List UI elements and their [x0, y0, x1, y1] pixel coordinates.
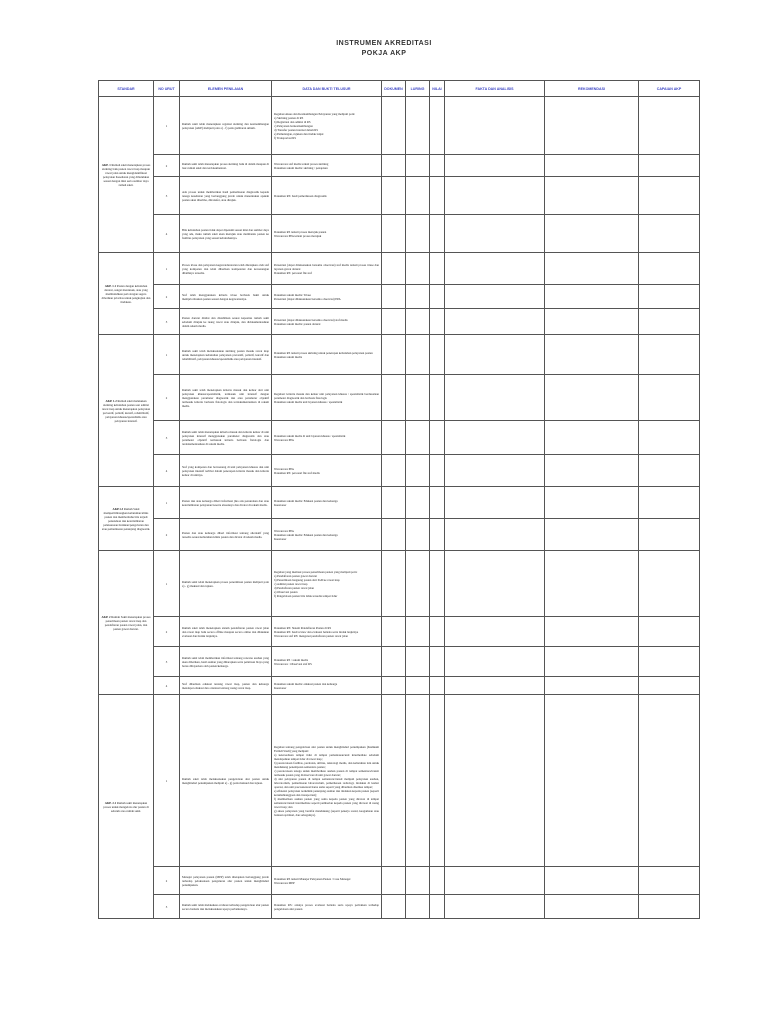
analysis-cell[interactable] — [445, 617, 545, 647]
row-number: 1 — [154, 487, 180, 519]
assessment-element: Rumah sakit telah menetapkan kriteria masuk dan keluar dari unit pelayanan khusus/spesialistik, termasuk unit intensif dengan menggunakan parameter diagnostik dan atau parameter objektif termasuk kriteria berbasis fisiologis dan terdokumentasikan di rekam medis. — [180, 375, 272, 421]
standard-cell — [99, 487, 154, 551]
evidence-line: f) Pengelolaan pasien bila tidak tersedia tempat tidur — [274, 593, 338, 598]
evidence-line: Dokumen RS: adanya proses evaluasi berkala serta upaya perbaikan terhadap pengelolaan alur pasien — [274, 902, 379, 911]
evidence-line: a) Skrining pasien di RS — [274, 115, 304, 120]
evidence-line: Dokumen RS: personel file staf — [274, 270, 312, 275]
evidence-line: Dokumen RS terkait proses merujuk pasien — [274, 229, 327, 234]
standard-text: Rumah Sakit mempertimbangkan kebutuhan klinis pasien dan memberitahu bila terjadi penundaan dan keterlambatan pelaksanaan tindakan/pengobatan dan atau pemeriksaan penunjang diagnostik. — [101, 506, 151, 531]
document-cell[interactable] — [382, 677, 406, 695]
evidence-data — [272, 455, 382, 487]
column-header: DATA DAN BUKTI TELUSUR — [272, 81, 382, 97]
evidence-line: Wawancara PPA — [274, 437, 294, 442]
achievement-cell[interactable] — [639, 487, 700, 519]
assessment-element: Rumah sakit telah menetapkan sistem pendaftaran pasien rawat jalan dan rawat inap baik secara offline maupun secara online dan dilakukan evaluasi dan tindak lanjutnya. — [180, 617, 272, 647]
table-row — [99, 551, 700, 617]
score-cell[interactable] — [430, 867, 445, 895]
luring-cell[interactable] — [406, 519, 430, 551]
evidence-line: e) efisiensi pelayanan nonklinik penunjang asuhan dan tindakan kepada pasien (seperti kerumahtanggaan dan transportasi); — [274, 788, 379, 797]
document-cell[interactable] — [382, 155, 406, 177]
assessment-element: Rumah sakit telah menetapkan proses skrining baik di dalam maupun di luar rumah sakit dan terdokumentasi. — [180, 155, 272, 177]
score-cell[interactable] — [430, 487, 445, 519]
recommendation-cell[interactable] — [545, 677, 639, 695]
score-cell[interactable] — [430, 519, 445, 551]
document-cell[interactable] — [382, 97, 406, 155]
table-row — [99, 309, 700, 335]
analysis-cell[interactable] — [445, 677, 545, 695]
score-cell[interactable] — [430, 97, 445, 155]
luring-cell[interactable] — [406, 695, 430, 867]
row-number: 1 — [154, 97, 180, 155]
table-row — [99, 519, 700, 551]
evidence-data — [272, 487, 382, 519]
evidence-data — [272, 215, 382, 253]
recommendation-cell[interactable] — [545, 519, 639, 551]
achievement-cell[interactable] — [639, 335, 700, 375]
table-row — [99, 867, 700, 895]
evidence-line: Wawancara PPA terkait proses merujuk — [274, 233, 322, 238]
table-row — [99, 421, 700, 455]
row-number: 3 — [154, 647, 180, 677]
evidence-data — [272, 421, 382, 455]
recommendation-cell[interactable] — [545, 695, 639, 867]
luring-cell[interactable] — [406, 487, 430, 519]
evidence-data — [272, 177, 382, 215]
score-cell[interactable] — [430, 455, 445, 487]
evidence-line: Wawancara PPA — [274, 466, 294, 471]
recommendation-cell[interactable] — [545, 177, 639, 215]
achievement-cell[interactable] — [639, 309, 700, 335]
standard-code: AKP. 2.1 — [104, 800, 117, 805]
assessment-element: Pasien dan atau keluarga diberi informasi jika ada penundaan dan atau keterlambatan pelayanan beserta alasannya dan dicatat di rekam medis. — [180, 487, 272, 519]
analysis-cell[interactable] — [445, 309, 545, 335]
row-number: 1 — [154, 695, 180, 867]
row-number: 2 — [154, 617, 180, 647]
document-cell[interactable] — [382, 519, 406, 551]
column-header: ELEMEN PENILAIAN — [180, 81, 272, 97]
luring-cell[interactable] — [406, 97, 430, 155]
evidence-data — [272, 647, 382, 677]
table-row — [99, 677, 700, 695]
document-cell[interactable] — [382, 455, 406, 487]
row-number: 3 — [154, 895, 180, 919]
standard-text: Pasien dengan kebutuhan darurat, sangat mendesak, atau yang membutuhkan pertolongan segera diberikan prioritas untuk pengkajian dan tindakan. — [101, 283, 151, 304]
recommendation-cell[interactable] — [545, 647, 639, 677]
row-number: 2 — [154, 285, 180, 309]
evidence-line: Dokumen RS terkait proses skrining untuk penetapan kebutuhan pelayanan pasien — [274, 350, 373, 355]
evidence-data — [272, 617, 382, 647]
document-cell[interactable] — [382, 177, 406, 215]
score-cell[interactable] — [430, 421, 445, 455]
recommendation-cell[interactable] — [545, 455, 639, 487]
evidence-line: c) Admisi pasien rawat inap — [274, 581, 308, 586]
table-row — [99, 215, 700, 253]
assessment-element: Rumah sakit telah melakukan evaluasi terhadap pengelolaan alur pasien secara berkala dan melaksanakan upaya perbaikannya. — [180, 895, 272, 919]
evidence-line: f) memberikan asuhan pasien yang sama kepada pasien yang dirawat di tempat sementara/transit intermediate seperti pemberian kepada pasien yang dirawat di ruang rawat inap; dan — [274, 796, 379, 809]
table-row — [99, 177, 700, 215]
evidence-line: Wawancara MPP — [274, 880, 295, 885]
evidence-line: b) Penerimaan langsung pasien dari IGD ke rawat inap — [274, 577, 340, 582]
document-cell[interactable] — [382, 695, 406, 867]
luring-cell[interactable] — [406, 335, 430, 375]
column-header: STANDAR — [99, 81, 154, 97]
analysis-cell[interactable] — [445, 551, 545, 617]
evidence-line: Dokumen rekam medis: Edukasi pasien dan keluarga — [274, 498, 338, 503]
achievement-cell[interactable] — [639, 867, 700, 895]
analysis-cell[interactable] — [445, 253, 545, 285]
score-cell[interactable] — [430, 335, 445, 375]
analysis-cell[interactable] — [445, 285, 545, 309]
evidence-line: b) Registrasi dan admisi di RS — [274, 119, 311, 124]
score-cell[interactable] — [430, 375, 445, 421]
achievement-cell[interactable] — [639, 551, 700, 617]
standard-cell — [99, 551, 154, 695]
evidence-data — [272, 335, 382, 375]
evidence-data — [272, 551, 382, 617]
evidence-line: Dokumen RS terkait Manajer Pelayanan Pasien / Case Manager — [274, 876, 351, 881]
recommendation-cell[interactable] — [545, 421, 639, 455]
luring-cell[interactable] — [406, 647, 430, 677]
evidence-line: Dokumen RS: hasil review dan evaluasi berkala serta tindak lanjutnya — [274, 629, 359, 634]
recommendation-cell[interactable] — [545, 895, 639, 919]
document-cell[interactable] — [382, 895, 406, 919]
recommendation-cell[interactable] — [545, 309, 639, 335]
standard-cell — [99, 97, 154, 253]
document-cell[interactable] — [382, 421, 406, 455]
row-number: 1 — [154, 551, 180, 617]
assessment-element: Rumah sakit telah melaksanakan pengelolaan alur pasien untuk menghindari penumpukan meliputi a) - g) pada maksud dan tujuan. — [180, 695, 272, 867]
assessment-element: Pasien darurat dinilai dan distabilkan sesuai kapasitas rumah sakit sebelum dirujuk ke ruang rawat atau dirujuk, dan didokumentasikan dalam rekam medis. — [180, 309, 272, 335]
evidence-data — [272, 867, 382, 895]
assessment-element: Staf yang kompeten dan berwenang di unit pelayanan khusus dan unit pelayanan intensif terlibat dalam penerapan kriteria masuk dan kriteria keluar di unitnya. — [180, 455, 272, 487]
evidence-line: e) Observasi pasien — [274, 589, 298, 594]
evidence-line: Dokumen rekam medis — [274, 354, 302, 359]
evidence-line: Persentasi (dapat dilaksanakan bersama observasi) PPA — [274, 296, 341, 301]
achievement-cell[interactable] — [639, 695, 700, 867]
standard-code: AKP. 1.2 — [105, 398, 117, 403]
evidence-data — [272, 155, 382, 177]
standard-code: AKP. 1.1 — [104, 283, 117, 288]
recommendation-cell[interactable] — [545, 335, 639, 375]
document-cell[interactable] — [382, 617, 406, 647]
evidence-line: Dokumen rekam medis: edukasi pasien dan keluarga — [274, 681, 338, 686]
assessment-element: Rumah sakit telah menetapkan proses penerimaan pasien meliputi poin a) - g) maksud dan tujuan. — [180, 551, 272, 617]
luring-cell[interactable] — [406, 867, 430, 895]
analysis-cell[interactable] — [445, 895, 545, 919]
column-header: LURING — [406, 81, 430, 97]
row-number: 3 — [154, 421, 180, 455]
assessment-element: Ada proses untuk memberikan hasil pemeriksaan diagnostik kepada tenaga kesehatan yang bertanggung jawab untuk menentukan apakah pasien akan diterima, ditransfer, atau dirujuk. — [180, 177, 272, 215]
achievement-cell[interactable] — [639, 177, 700, 215]
achievement-cell[interactable] — [639, 215, 700, 253]
evidence-line: Dokumen rekam medis: Edukasi pasien dan keluarga — [274, 532, 338, 537]
evidence-line: Regulasi yang memuat proses penerimaan pasien yang meliputi poin: — [274, 569, 358, 574]
achievement-cell[interactable] — [639, 253, 700, 285]
evidence-line: Dokumen rekam medis: Triase — [274, 292, 311, 297]
evidence-data — [272, 253, 382, 285]
assessment-element: Pasien dan atau keluarga diberi informasi tentang alternatif yang tersedia sesuai kebutuhan klinis pasien dan dicatat di rekam medis. — [180, 519, 272, 551]
document-cell[interactable] — [382, 215, 406, 253]
score-cell[interactable] — [430, 285, 445, 309]
score-cell[interactable] — [430, 215, 445, 253]
analysis-cell[interactable] — [445, 335, 545, 375]
evidence-line: Dokumen rekam medis di unit layanan khusus / spesialistik — [274, 433, 346, 438]
evidence-line: Dokumen rekam medis unit layanan khusus / spesialistik — [274, 399, 343, 404]
document-cell[interactable] — [382, 647, 406, 677]
luring-cell[interactable] — [406, 895, 430, 919]
score-cell[interactable] — [430, 695, 445, 867]
evidence-line: Dokumen RS: hasil pemeriksaan diagnostik — [274, 193, 327, 198]
evidence-data — [272, 519, 382, 551]
header-row — [99, 81, 700, 97]
luring-cell[interactable] — [406, 421, 430, 455]
row-number: 1 — [154, 253, 180, 285]
document-cell[interactable] — [382, 253, 406, 285]
analysis-cell[interactable] — [445, 375, 545, 421]
analysis-cell[interactable] — [445, 97, 545, 155]
recommendation-cell[interactable] — [545, 375, 639, 421]
luring-cell[interactable] — [406, 253, 430, 285]
row-number: 3 — [154, 309, 180, 335]
table-row — [99, 617, 700, 647]
recommendation-cell[interactable] — [545, 215, 639, 253]
recommendation-cell[interactable] — [545, 155, 639, 177]
page-subtitle: POKJA AKP — [361, 50, 407, 57]
assessment-element: Proses triase dan pelayanan kegawatdaruratan telah ditetapkan oleh staf yang kompeten dan telah diberikan kompetensi dan kewenangan dilatihnya tersedia. — [180, 253, 272, 285]
luring-cell[interactable] — [406, 375, 430, 421]
achievement-cell[interactable] — [639, 519, 700, 551]
standard-code: AKP.1.3 — [112, 506, 124, 511]
evidence-line: Wawancara staf RS: mengenai pendaftaran pasien rawat jalan — [274, 633, 348, 638]
score-cell[interactable] — [430, 677, 445, 695]
evidence-line: Dokumen rekam medis: pasien darurat — [274, 321, 321, 326]
score-cell[interactable] — [430, 309, 445, 335]
evidence-line: Regulasi tentang pengelolaan alur pasien untuk menghindari penumpukan (Kamkum Farmdi Studi) yang meliputi: — [274, 744, 379, 753]
document-cell[interactable] — [382, 285, 406, 309]
evidence-data — [272, 895, 382, 919]
evidence-line: Persentasi (dapat dilaksanakan bersama observasi) staf medis — [274, 317, 348, 322]
standard-text: Rumah sakit melakukan skrining kebutuhan pasien saat admisi rawat inap untuk menetapkan pelayanan preventif, paliatif, kuratif, rehabilitatif, pelayanan khusus/spesialistik atau pelayanan intensif. — [101, 398, 151, 423]
assessment-element: Rumah sakit telah melaksanakan skrining pasien masuk rawat inap untuk menetapkan kebutuhan pelayanan preventif, paliatif, kuratif dan rehabilitatif, pelayanan khusus/spesialistik atau pelayanan intensif. — [180, 335, 272, 375]
assessment-element: Manajer pelayanan pasien (MPP) telah ditetapkan bertanggung jawab terhadap pelaksanaan pengaturan alur pasien untuk menghindari penumpukan. — [180, 867, 272, 895]
column-header: NO URUT — [154, 81, 180, 97]
evidence-line: g) akses pelayanan yang bersifat mendukung (seperti pekerja sosial, keagamaan atau bantuan spiritual, dan sebagainya). — [274, 808, 379, 817]
row-number: 3 — [154, 177, 180, 215]
evidence-line: Kuesioner — [274, 502, 287, 507]
score-cell[interactable] — [430, 253, 445, 285]
table-row — [99, 155, 700, 177]
analysis-cell[interactable] — [445, 647, 545, 677]
score-cell[interactable] — [430, 617, 445, 647]
recommendation-cell[interactable] — [545, 487, 639, 519]
document-cell[interactable] — [382, 867, 406, 895]
column-header: CAPAIAN AKP — [639, 81, 700, 97]
assessment-element: Rumah sakit telah memberikan informasi tentang rencana asuhan yang akan diberikan, hasil asuhan yang diharapkan serta perkiraan biaya yang harus dibayarkan oleh pasien/keluarga. — [180, 647, 272, 677]
luring-cell[interactable] — [406, 155, 430, 177]
achievement-cell[interactable] — [639, 421, 700, 455]
table-row — [99, 455, 700, 487]
luring-cell[interactable] — [406, 677, 430, 695]
evidence-line: Dokumen RS : rekam medis — [274, 657, 308, 662]
table-row — [99, 253, 700, 285]
score-cell[interactable] — [430, 155, 445, 177]
evidence-line: c) perencanaan tenaga untuk memberikan asuhan pasien di tempat sementara/transit termasuk pasien yang diobservasi di unit gawat darurat; — [274, 768, 379, 777]
table-row — [99, 285, 700, 309]
evidence-line: Dokumen RS: Sistem Pendaftaran Pasien di RS — [274, 625, 332, 630]
achievement-cell[interactable] — [639, 285, 700, 309]
score-cell[interactable] — [430, 177, 445, 215]
score-cell[interactable] — [430, 551, 445, 617]
analysis-cell[interactable] — [445, 455, 545, 487]
evidence-data — [272, 695, 382, 867]
recommendation-cell[interactable] — [545, 285, 639, 309]
evidence-line: c) Pelayanan berkesinambungan — [274, 123, 313, 128]
standard-code: AKP. 2 — [101, 614, 111, 619]
row-number: 2 — [154, 375, 180, 421]
luring-cell[interactable] — [406, 309, 430, 335]
achievement-cell[interactable] — [639, 375, 700, 421]
row-number: 4 — [154, 215, 180, 253]
document-cell[interactable] — [382, 551, 406, 617]
column-header: DOKUMEN — [382, 81, 406, 97]
luring-cell[interactable] — [406, 215, 430, 253]
document-cell[interactable] — [382, 375, 406, 421]
evidence-data — [272, 309, 382, 335]
recommendation-cell[interactable] — [545, 551, 639, 617]
achievement-cell[interactable] — [639, 155, 700, 177]
analysis-cell[interactable] — [445, 487, 545, 519]
table-row — [99, 895, 700, 919]
evidence-line: d) Transfer pasien internal dalam RS — [274, 127, 319, 132]
standard-code: AKP. 1 — [101, 162, 111, 167]
evidence-line: a) ketersediaan tempat tidur di tempat pemantauan/unit intermediate sebelum mendapatkan tempat tidur di rawat inap; — [274, 752, 379, 761]
assessment-element: Rumah sakit telah menetapkan regulasi skrining dan kesinambungan pelayanan (AKP) meliputi poin a) - f) pada gambaran umum. — [180, 97, 272, 155]
luring-cell[interactable] — [406, 617, 430, 647]
evidence-line: Dokumen RS: personal file staf medis — [274, 470, 320, 475]
document-cell[interactable] — [382, 335, 406, 375]
analysis-cell[interactable] — [445, 177, 545, 215]
accreditation-table — [98, 80, 700, 919]
document-cell[interactable] — [382, 487, 406, 519]
row-number: 4 — [154, 677, 180, 695]
achievement-cell[interactable] — [639, 677, 700, 695]
luring-cell[interactable] — [406, 285, 430, 309]
table-row — [99, 695, 700, 867]
evidence-data — [272, 375, 382, 421]
evidence-line: Persentasi (dapat dilaksanakan bersama observasi) staf medis terkait proses triase dan layanan gawat darurat — [274, 262, 379, 271]
score-cell[interactable] — [430, 647, 445, 677]
analysis-cell[interactable] — [445, 867, 545, 895]
table-row — [99, 487, 700, 519]
table-row — [99, 335, 700, 375]
achievement-cell[interactable] — [639, 617, 700, 647]
achievement-cell[interactable] — [639, 455, 700, 487]
assessment-element: Bila kebutuhan pasien tidak dapat dipenuhi sesuai misi dan sumber daya yang ada, maka rumah sakit akan merujuk atau membantu pasien ke fasilitas pelayanan yang sesuai kebutuhannya. — [180, 215, 272, 253]
luring-cell[interactable] — [406, 551, 430, 617]
table-row — [99, 375, 700, 421]
evidence-line: Wawancara PPA — [274, 528, 294, 533]
evidence-line: a) Pendaftaran pasien gawat darurat — [274, 573, 317, 578]
luring-cell[interactable] — [406, 455, 430, 487]
evidence-line: Kuesioner — [274, 685, 287, 690]
column-header: REKOMENDASI — [545, 81, 639, 97]
achievement-cell[interactable] — [639, 895, 700, 919]
assessment-element: Staf diberikan edukasi tentang rawat inap, pasien dan keluarga mendapat edukasi dan orientasi tentang ruang rawat inap. — [180, 677, 272, 695]
standard-text: Rumah sakit menetapkan proses skrining baik pasien rawat inap maupun rawat jalan untuk mengidentifikasi pelayanan Kesehatan yang dibutuhkan sesuai dengan misi serta sumber daya rumah sakit. — [102, 162, 151, 187]
achievement-cell[interactable] — [639, 97, 700, 155]
evidence-data — [272, 285, 382, 309]
evidence-line: Kuesioner — [274, 536, 287, 541]
recommendation-cell[interactable] — [545, 253, 639, 285]
standard-cell — [99, 695, 154, 919]
standard-text: Rumah sakit menetapkan proses untuk mengelola alur pasien di seluruh area rumah sakit. — [103, 800, 149, 813]
evidence-line: Dokumen rekam medis: skrining / penapisan — [274, 165, 328, 170]
evidence-line: Wawancara : Observasi staf RS — [274, 661, 312, 666]
recommendation-cell[interactable] — [545, 617, 639, 647]
analysis-cell[interactable] — [445, 215, 545, 253]
column-header: NILAI — [430, 81, 445, 97]
evidence-line: d) Pendaftaran pasien rawat jalan — [274, 585, 314, 590]
evidence-data — [272, 97, 382, 155]
analysis-cell[interactable] — [445, 421, 545, 455]
table-row — [99, 97, 700, 155]
row-number: 2 — [154, 155, 180, 177]
recommendation-cell[interactable] — [545, 867, 639, 895]
column-header: FAKTA DAN ANALISIS — [445, 81, 545, 97]
score-cell[interactable] — [430, 895, 445, 919]
evidence-line: e) Pemulangan, rujukan dan tindak lanjut — [274, 131, 324, 136]
document-cell[interactable] — [382, 309, 406, 335]
evidence-line: Wawancara staf medis terkait proses skrining — [274, 161, 329, 166]
page-title: INSTRUMEN AKREDITASI — [336, 40, 432, 47]
evidence-line: f) Transportasi RS — [274, 135, 297, 140]
analysis-cell[interactable] — [445, 155, 545, 177]
recommendation-cell[interactable] — [545, 97, 639, 155]
table-row — [99, 647, 700, 677]
luring-cell[interactable] — [406, 177, 430, 215]
row-number: 2 — [154, 867, 180, 895]
achievement-cell[interactable] — [639, 647, 700, 677]
assessment-element: Rumah sakit telah menetapkan kriteria masuk dan kriteria keluar di unit pelayanan intensif menggunakan parameter diagnostik dan atau parameter objektif termasuk kriteria berbasis fisiologis dan terdokumentasikan di rekam medis. — [180, 421, 272, 455]
standard-cell — [99, 335, 154, 487]
analysis-cell[interactable] — [445, 695, 545, 867]
evidence-line: Regulasi: kriteria masuk dan keluar unit pelayanan khusus / spesialistik berdasarkan parameter diagnostik dan berbasis fisiologis — [274, 391, 379, 400]
evidence-line: d) alur pelayanan pasien di tempat sementara/transit meliputi pelayanan asuhan, laboratorium, pemeriksaan laboratorium, pemeriksaan radiologi, tindakan di kamar operasi, dan unit pascaanestesi harus sama seperti yang diberikan disemua tempat; — [274, 776, 379, 789]
row-number: 1 — [154, 335, 180, 375]
row-number: 4 — [154, 455, 180, 487]
standard-text: Rumah Sakit menetapkan proses penerimaan pasien rawat inap dan pendaftaran pasien rawat jalan, dan pasien gawat darurat. — [104, 614, 151, 631]
evidence-data — [272, 677, 382, 695]
evidence-line: Regulasi Akses dan Kesinambungan Pelayanan yang meliputi poin: — [274, 111, 356, 116]
standard-cell — [99, 253, 154, 335]
row-number: 2 — [154, 519, 180, 551]
analysis-cell[interactable] — [445, 519, 545, 551]
evidence-line: b) perencanaan fasilitas, peralatan, utilitas, teknologi medis, dan kebutuhan lain untuk mendukung penempatan sementara pasien; — [274, 760, 379, 769]
assessment-element: Staf telah menggunakan kriteria triase berbasis bukti untuk memprioritaskan pasien sesuai dengan kegawatannya. — [180, 285, 272, 309]
